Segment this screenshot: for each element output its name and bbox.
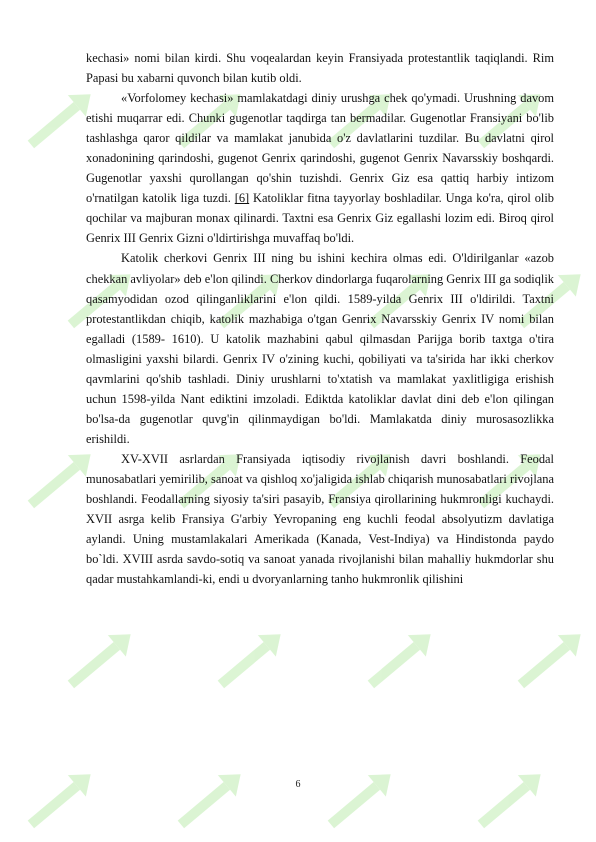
page-number: 6 bbox=[295, 779, 301, 790]
paragraph-3: Katolik cherkovi Genrix III ning bu ishini kechira olmas edi. O'ldirilganlar «azob chekkan avliyolar» deb e'lon qilindi. Cherkov dindorlarga fuqarolarning Genrix III ga sodiqlik qasamyodidan ozod qilinganliklarini e'lon qildi. 1589-yilda Genrix III o'ldirildi. Taxtni protestantlikdan chiqib, katolik mazhabiga o'tgan Genrix Navarsskiy Genrix IV nomi bilan egalladi (1589- 1610). U katolik mazhabini qabul qilmasdan Parijga borib taxtga o'tira olmasligini yaxshi bilardi. Genrix IV o'zining kuchi, qobiliyati va ta'sirida har ikki cherkov qavmlarini qo'shib tashladi. Diniy urushlarni to'xtatish va mamlakat yaxlitligiga erishish uchun 1598-yilda Nant ediktini imzoladi. Ediktda katoliklar davlat dini deb e'lon qilingan bo'lsa-da gugenotlar quvg'in qilinmaydigan bo'ldi. Mamlakatda diniy murosasozlikka erishildi. bbox=[86, 251, 554, 446]
paragraph-2-start: «Vorfolomey kechasi» mamlakatdagi diniy urushga chek qo'ymadi. Urushning davom etishi muqarrar edi. Chunki gugenotlar taqdirga tan bermadilar. Gugenotlar Fransiyani bo'lib tashlashga qaror qildilar va mamlakat janubida o'z davlatlarini tuzdilar. Bu davlatni qirol xonadonining qarindoshi, gugenot Genrix qarindoshi, gugenot Genrix Navarsskiy boshqardi. Gugenotlar yaxshi qurollangan qo'shin tuzishdi. Genrix Giz esa qattiq harbiy intizom o'rnatilgan katolik liga tuzdi. bbox=[86, 91, 554, 206]
paragraph-2 bbox=[86, 88, 554, 248]
document-body bbox=[86, 48, 554, 589]
footnote-reference-link[interactable]: [6] bbox=[234, 191, 250, 206]
paragraph-1: kechasi» nomi bilan kirdi. Shu voqealardan keyin Fransiyada protestantlik taqiqlandi. Rim Papasi bu xabarni quvonch bilan kutib oldi. bbox=[86, 51, 554, 86]
paragraph-2-end: Katoliklar fitna tayyorlay boshladilar. Unga ko'ra, qirol olib qochilar va majburan monax qilinardi. Taxtni esa Genrix Giz egallashi lozim edi. Biroq qirol Genrix III Genrix Gizni o'ldirtirishga muvaffaq bo'ldi. bbox=[86, 191, 554, 246]
paragraph-4: XV-XVII asrlardan Fransiyada iqtisodiy rivojlanish davri boshlandi. Feodal munosabatlari yemirilib, sanoat va qishloq xo'jaligida ishlab chiqarish munosabatlari rivojlana boshlandi. Feodallarning siyosiy ta'siri pasayib, Fransiya qirollarining hukmronligi kuchaydi. XVII asrga kelib Fransiya G'arbiy Yevropaning eng kuchli feodal absolyutizm davlatiga aylandi. Uning mustamlakalari Amerikada (Kanada, Vest-Indiya) va Hindistonda paydo bo`ldi. XVIII asrda savdo-sotiq va sanoat yanada rivojlanishi bilan mahalliy hukmdorlar shu qadar mustahkamlandi-ki, endi u dvoryanlarning tanho hukmronlik qilishini bbox=[86, 451, 554, 587]
